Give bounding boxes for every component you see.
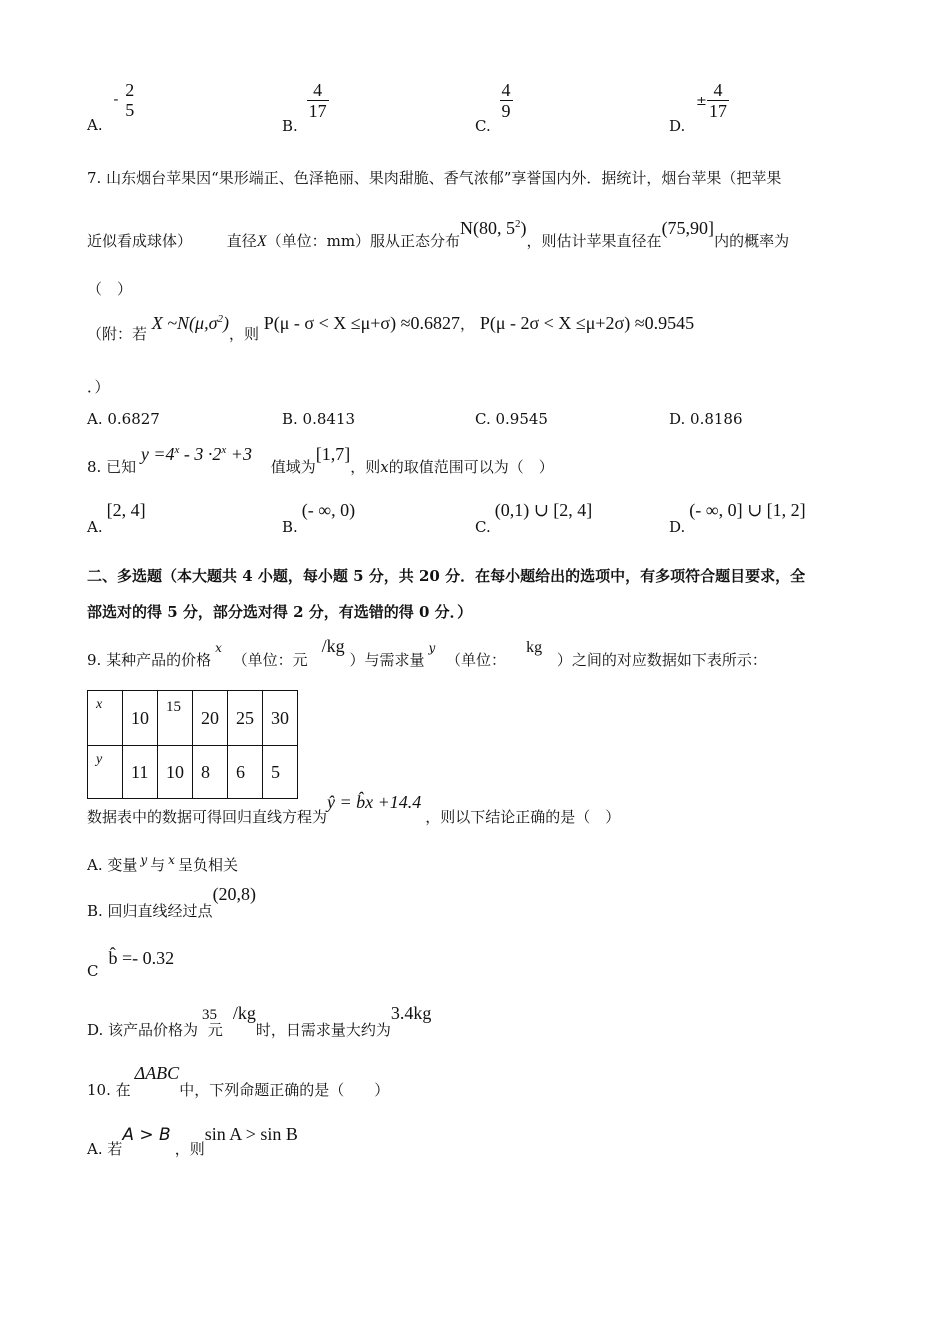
fraction <box>123 80 136 120</box>
denominator: 9 <box>501 101 511 121</box>
text: A. 若 <box>87 1140 123 1158</box>
dist-close: ) <box>222 313 229 333</box>
text: ，则以下结论正确的是（ ） <box>425 808 621 826</box>
option-value: [2, 4] <box>106 500 146 520</box>
variable-y: y <box>428 641 436 655</box>
numerator: 4 <box>501 80 511 100</box>
q9-stem <box>87 636 767 669</box>
text: 数据表中的数据可得回归直线方程为 <box>87 808 328 826</box>
option-label: C. <box>475 116 491 135</box>
q8-stem <box>87 444 554 476</box>
text: 近似看成球体） <box>87 232 193 250</box>
text: ，则 <box>350 458 381 476</box>
fraction <box>707 80 729 121</box>
variable-x: X <box>256 233 267 250</box>
table-cell: 5 <box>263 746 298 799</box>
table-cell: 15 <box>158 691 193 746</box>
text: 元 <box>207 1021 223 1039</box>
table-row <box>88 746 298 799</box>
table-cell: 8 <box>193 746 228 799</box>
row-header-y: y <box>88 746 123 799</box>
q7-note <box>87 313 695 343</box>
text: 呈负相关 <box>177 856 238 874</box>
range: [1,7] <box>315 444 351 464</box>
variable-x: x <box>168 853 175 867</box>
func: y =4 <box>140 444 175 464</box>
q6-option-d <box>669 80 729 135</box>
interval: (75,90] <box>661 218 715 238</box>
function <box>141 444 252 464</box>
probability-2sigma: P(μ - 2σ < X ≤μ+2σ) ≈0.9545 <box>479 313 695 333</box>
text: （单位：mm）服从正态分布 <box>266 232 461 250</box>
numerator: 4 <box>307 80 329 101</box>
normal-distribution <box>460 218 527 238</box>
text: （单位：元 <box>232 651 308 669</box>
q6-option-c <box>475 80 513 135</box>
text: 内的概率为 <box>714 232 790 250</box>
text: B. 回归直线经过点 <box>87 902 213 920</box>
text: 10. 在 <box>87 1081 131 1099</box>
text: 时，日需求量大约为 <box>255 1021 391 1039</box>
table-cell: 25 <box>228 691 263 746</box>
text: （附：若 <box>87 325 148 343</box>
numerator: 2 <box>125 80 135 100</box>
dist-close: ) <box>520 218 527 238</box>
q6-option-b <box>282 80 329 135</box>
q8-option-a <box>87 500 146 536</box>
numerator: 4 <box>707 80 729 101</box>
unit-kg: kg <box>526 639 543 656</box>
table-cell: 10 <box>158 746 193 799</box>
dist-exponent: 2 <box>217 313 223 325</box>
section-heading-line1: 二、多选题（本大题共 4 小题，每小题 5 分，共 20 分．在每小题给出的选项中，有多项符合题目要求，全 <box>87 567 806 585</box>
price-value: 35 <box>202 1007 218 1023</box>
q8-option-b <box>282 500 356 536</box>
denominator: 17 <box>308 101 327 121</box>
fraction <box>307 80 329 121</box>
q10-option-a <box>87 1124 298 1158</box>
text: ，则 <box>228 325 259 343</box>
dist: N(80, 5 <box>460 218 516 238</box>
point: (20,8) <box>212 884 257 904</box>
option-label: D. <box>669 518 686 536</box>
option-value: (- ∞, 0] ∪ [1, 2] <box>689 500 806 520</box>
q7-answer-paren: （ ） <box>87 280 133 298</box>
table-row <box>88 691 298 746</box>
unit-per-kg: /kg <box>232 1003 256 1023</box>
text: ， <box>460 315 476 333</box>
text: ）与需求量 <box>349 651 425 669</box>
q9-option-d <box>87 1003 432 1039</box>
q7-option-c: C. 0.9545 <box>475 410 548 428</box>
denominator: 17 <box>708 101 727 121</box>
result: sin A > sin B <box>204 1124 298 1144</box>
table-cell: 30 <box>263 691 298 746</box>
q7-option-b: B. 0.8413 <box>282 410 356 428</box>
demand-value: 3.4kg <box>390 1003 432 1023</box>
q9-option-c <box>87 948 175 980</box>
text: 中，下列命题正确的是（ ） <box>179 1081 390 1099</box>
option-label: B. <box>282 518 298 536</box>
table-cell: 20 <box>193 691 228 746</box>
text: 值域为 <box>270 458 316 476</box>
slope-value: b̂ =- 0.32 <box>108 948 175 968</box>
unit-per-kg: /kg <box>321 636 345 656</box>
triangle: ΔABC <box>134 1063 180 1083</box>
fraction <box>500 80 513 121</box>
option-value: (0,1) ∪ [2, 4] <box>494 500 593 520</box>
func-mid: - 3 ·2 <box>179 444 222 464</box>
text: 的取值范围可以为（ ） <box>388 458 554 476</box>
text: ）之间的对应数据如下表所示： <box>556 651 767 669</box>
exp: x <box>174 444 180 456</box>
table-cell: 6 <box>228 746 263 799</box>
option-label: A. <box>87 116 103 134</box>
text: A. 变量 <box>87 856 138 874</box>
price-demand-table <box>87 690 298 799</box>
dist: X ~N(μ,σ <box>151 313 218 333</box>
option-label: C. <box>475 518 491 536</box>
q9-regression-line <box>87 792 621 826</box>
table-cell: 11 <box>123 746 158 799</box>
q10-stem <box>87 1063 390 1099</box>
q8-option-c <box>475 500 593 536</box>
text: ，则 <box>174 1140 205 1158</box>
note-dist <box>152 313 229 333</box>
text: 8. 已知 <box>87 458 137 476</box>
text: D. 该产品价格为 <box>87 1021 199 1039</box>
text: （单位： <box>446 651 507 669</box>
condition: A > B <box>122 1125 171 1145</box>
dist-exponent: 2 <box>515 218 521 230</box>
probability-1sigma: P(μ - σ < X ≤μ+σ) ≈0.6827 <box>263 313 461 333</box>
q7-option-d: D. 0.8186 <box>669 410 743 428</box>
option-value: (- ∞, 0) <box>301 500 356 520</box>
text: 直径 <box>226 232 257 250</box>
q8-option-d <box>669 500 806 536</box>
option-label: B. <box>282 116 298 135</box>
row-header-x: x <box>88 691 123 746</box>
q7-note-end: ．） <box>87 378 110 396</box>
q9-option-a <box>87 848 238 874</box>
q6-option-a <box>87 80 136 134</box>
variable-x: x <box>215 641 222 655</box>
q7-stem-line2 <box>87 218 790 250</box>
variable-x: x <box>380 458 389 476</box>
q7-stem-line1: 7. 山东烟台苹果因“果形端正、色泽艳丽、果肉甜脆、香气浓郁”享誉国内外．据统计，烟台苹果（把苹果 <box>87 169 782 187</box>
option-label: C <box>87 962 99 980</box>
option-label: D. <box>669 116 686 135</box>
exp: x <box>221 444 227 456</box>
plus-minus-sign: ± <box>696 93 707 109</box>
text: ，则估计苹果直径在 <box>526 232 662 250</box>
option-label: A. <box>87 518 103 536</box>
q7-option-a: A. 0.6827 <box>87 410 160 428</box>
variable-y: y <box>140 853 148 867</box>
func-end: +3 <box>226 444 252 464</box>
minus-sign: - <box>113 90 119 108</box>
table-cell: 10 <box>123 691 158 746</box>
denominator: 5 <box>125 100 135 120</box>
text: 9. 某种产品的价格 <box>87 651 212 669</box>
text: 与 <box>150 856 166 874</box>
regression-equation: ŷ = b̂x +14.4 <box>327 792 422 812</box>
section-heading-line2: 部选对的得 5 分，部分选对得 2 分，有选错的得 0 分．） <box>87 603 473 621</box>
q9-option-b <box>87 884 257 920</box>
